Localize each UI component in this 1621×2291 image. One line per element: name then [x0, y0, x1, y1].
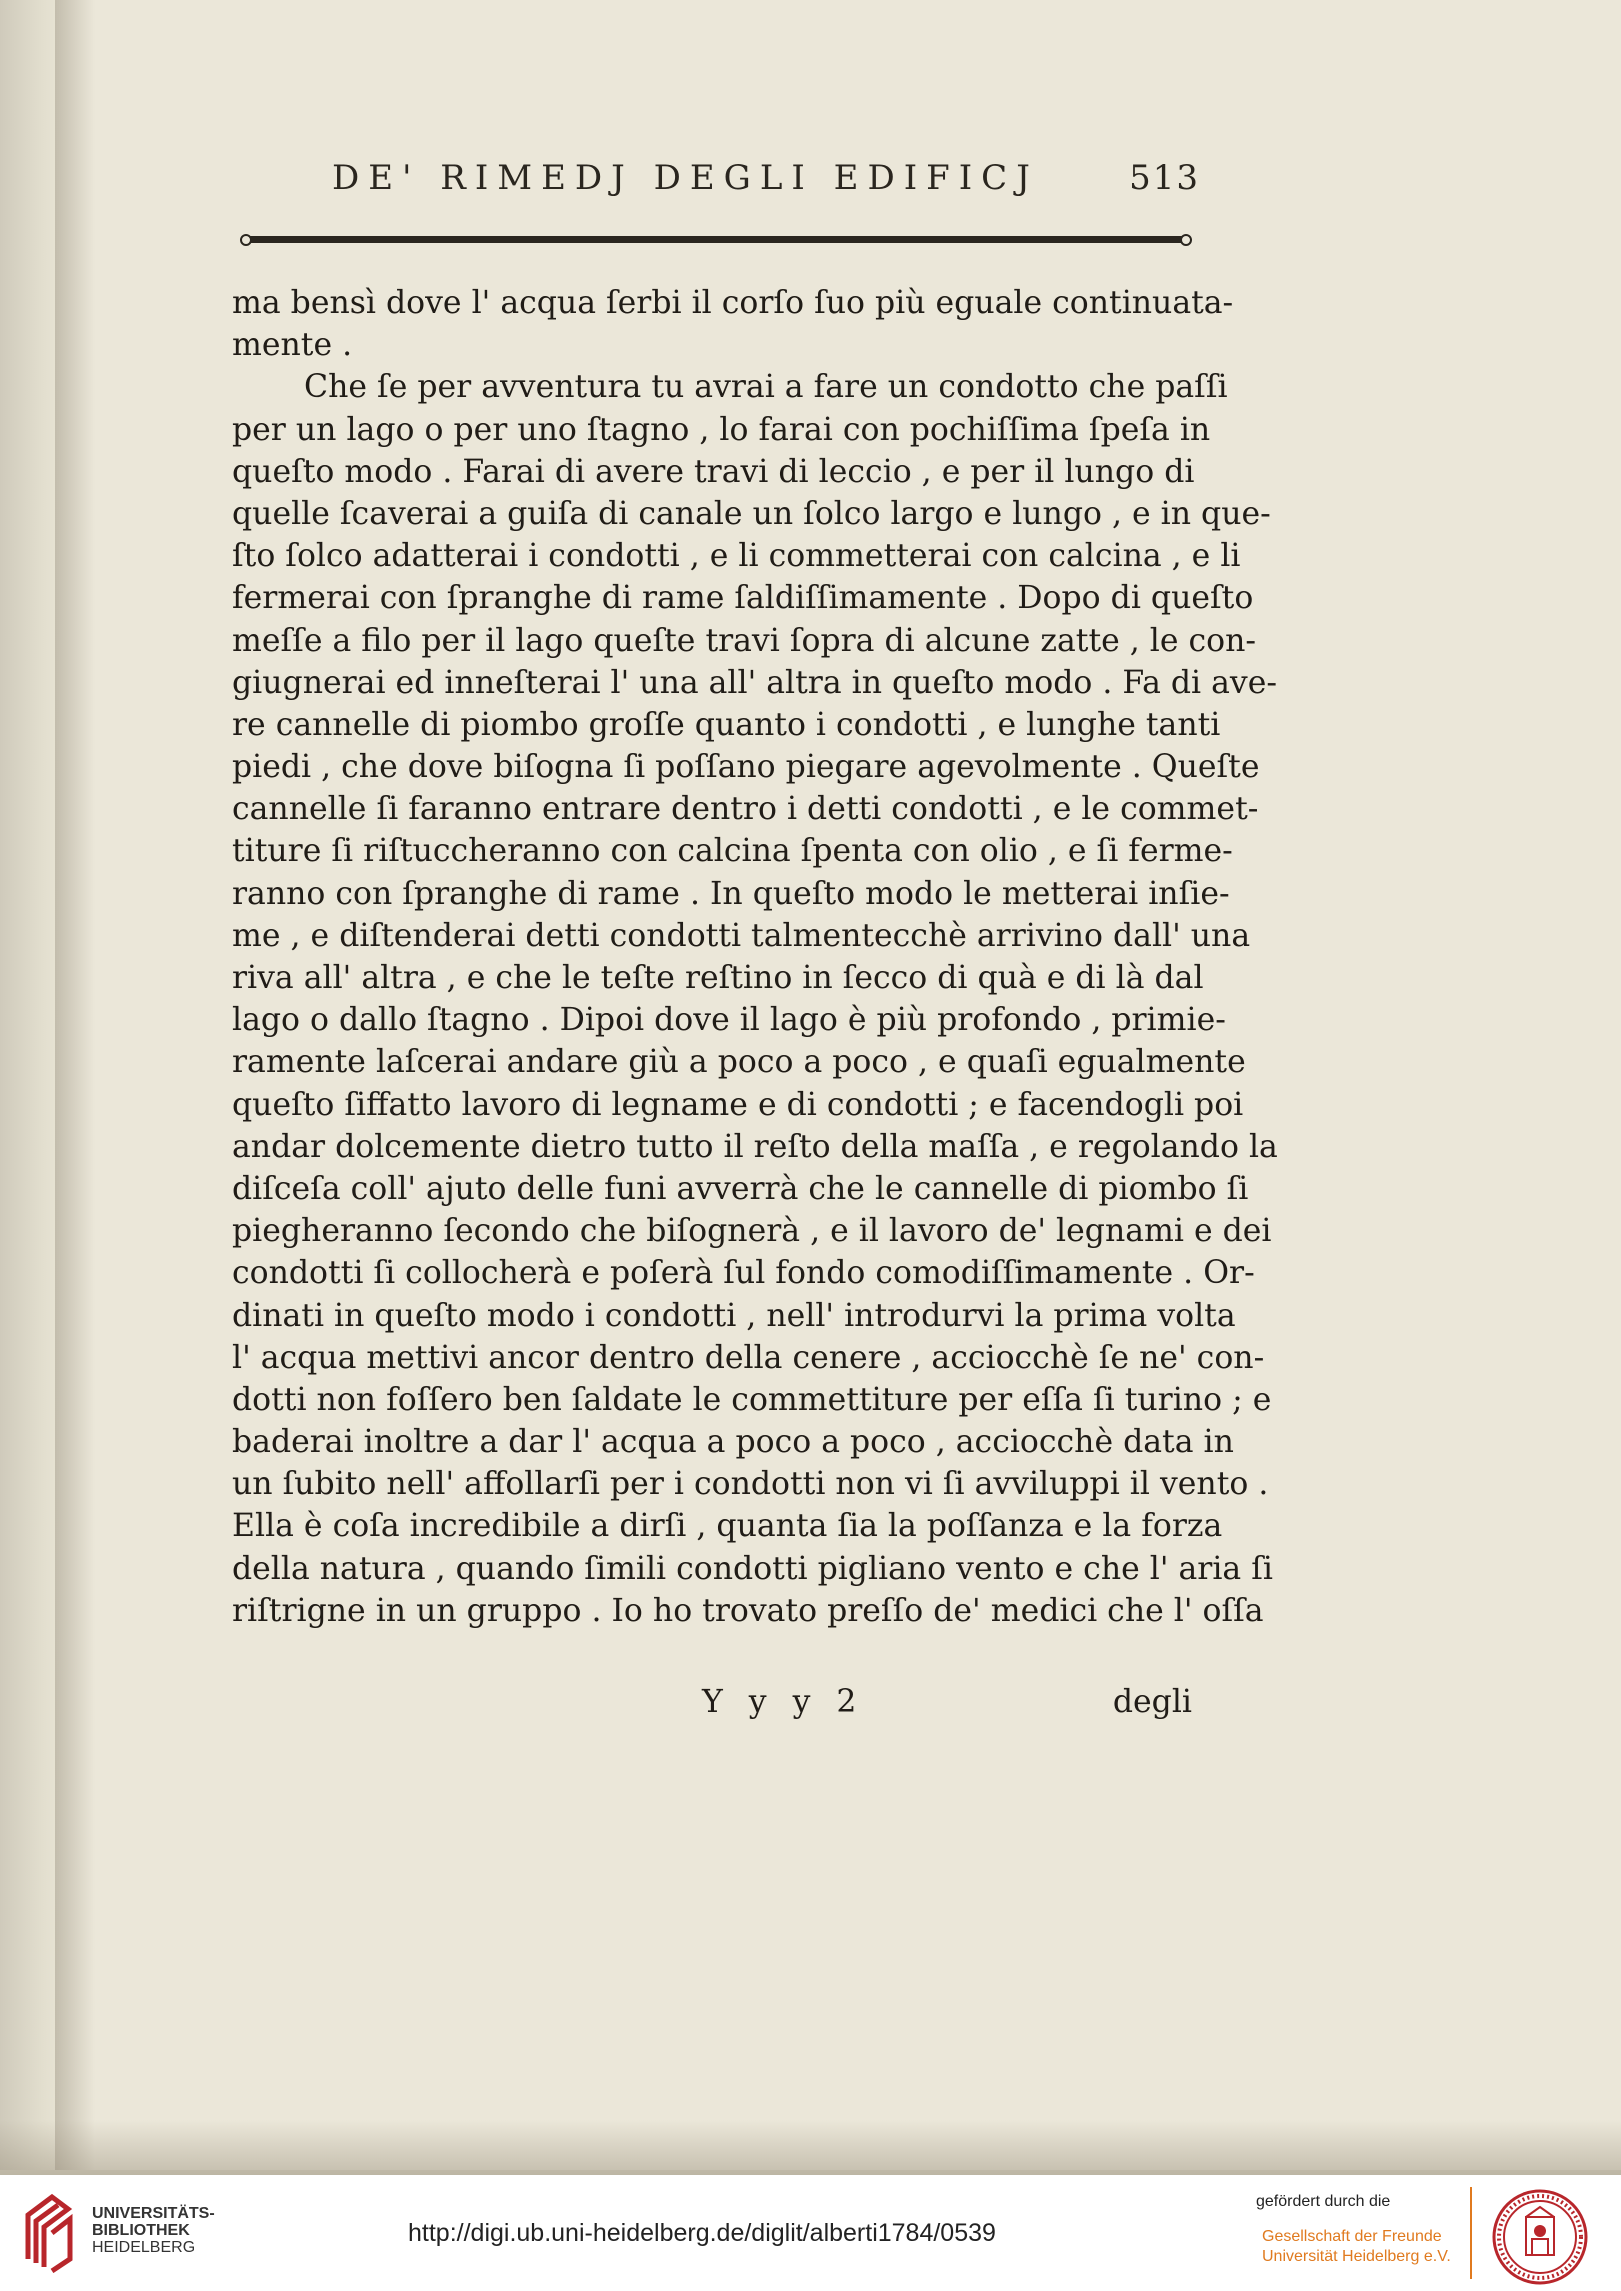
library-name-line: HEIDELBERG [92, 2239, 196, 2256]
text-line: lago o dallo ſtagno . Dipoi dove il lago è più profondo , primie- [232, 1002, 1226, 1039]
signature-mark: Y y y 2 [702, 1684, 865, 1720]
text-line: queſto ſiffatto lavoro di legname e di condotti ; e facendogli poi [232, 1086, 1244, 1123]
text-line: dinati in queſto modo i condotti , nell' introdurvi la prima volta [232, 1297, 1236, 1334]
page-number: 513 [1129, 158, 1200, 198]
spine-shadow [55, 0, 95, 2170]
text-line: titure ſi riſtuccheranno con calcina ſpenta con olio , e ſi ferme- [232, 833, 1233, 870]
text-line: meſſe a filo per il lago queſte travi ſopra di alcune zatte , le con- [232, 622, 1257, 659]
text-line: fermerai con ſpranghe di rame ſaldiſſimamente . Dopo di queſto [232, 580, 1254, 617]
text-line: baderai inoltre a dar l' acqua a poco a poco , acciocchè data in [232, 1424, 1234, 1461]
library-name-line: UNIVERSITÄTS- [92, 2205, 215, 2222]
text-line: queſto modo . Farai di avere travi di leccio , e per il lungo di [232, 453, 1195, 490]
text-line: piedi , che dove biſogna ſi poſſano piegare agevolmente . Queſte [232, 749, 1260, 786]
text-line: diſceſa coll' ajuto delle funi avverrà che le cannelle di piombo ſi [232, 1170, 1249, 1207]
catchword: degli [1112, 1684, 1192, 1720]
viewer-footer [0, 2175, 1621, 2291]
text-line: Che ſe per avventura tu avrai a fare un condotto che paſſi [304, 369, 1228, 406]
rule-bar [248, 236, 1184, 243]
text-line: riſtrigne in un gruppo . Io ho trovato preſſo de' medici che l' oſſa [232, 1592, 1264, 1629]
text-line: mente . [232, 327, 353, 364]
rule-end-right [1180, 234, 1192, 246]
page-foot [232, 1684, 1192, 1726]
text-line: della natura , quando ſimili condotti pigliano vento e che l' aria ſi [232, 1550, 1273, 1587]
text-line: piegheranno ſecondo che biſognerà , e il lavoro de' legnami e dei [232, 1213, 1272, 1250]
footer-divider [1470, 2187, 1472, 2279]
text-line: quelle ſcaverai a guiſa di canale un ſolco largo e lungo , e in que- [232, 495, 1271, 532]
sponsor-name[interactable] [1262, 2227, 1451, 2267]
text-line: un ſubito nell' affollarſi per i condotti non vi ſi avviluppi il vento . [232, 1466, 1269, 1503]
text-line: l' acqua mettivi ancor dentro della cenere , acciocchè ſe ne' con- [232, 1339, 1265, 1376]
text-line: re cannelle di piombo groſſe quanto i condotti , e lunghe tanti [232, 706, 1221, 743]
running-head-title: DE' RIMEDJ DEGLI EDIFICJ [332, 158, 1039, 198]
text-line: ranno con ſpranghe di rame . In queſto modo le metterai inſie- [232, 875, 1230, 912]
rule-end-left [240, 234, 252, 246]
text-line: riva all' altra , e che le teſte reſtino in ſecco di quà e di là dal [232, 960, 1204, 996]
page-bottom-shadow [0, 2120, 1621, 2175]
text-line: ſto ſolco adatterai i condotti , e li commetterai con calcina , e li [232, 538, 1241, 575]
text-line: me , e diſtenderai detti condotti talmentecchè arrivino dall' una [232, 917, 1251, 954]
running-head [332, 158, 1200, 208]
ornamental-rule [240, 233, 1192, 247]
text-line: per un lago o per uno ſtagno , lo farai con pochiſſima ſpeſa in [232, 411, 1211, 448]
body-text [232, 282, 1278, 1632]
text-line: giugnerai ed inneſterai l' una all' altra in queſto modo . Fa di ave- [232, 664, 1278, 701]
permalink-url[interactable]: http://digi.ub.uni-heidelberg.de/diglit/alberti1784/0539 [408, 2219, 996, 2247]
text-line: condotti ſi collocherà e poſerà ſul fondo comodiſſimamente . Or- [232, 1255, 1255, 1292]
sponsor-name-line: Gesellschaft der Freunde [1262, 2228, 1442, 2245]
text-line: ramente laſcerai andare giù a poco a poco , e quaſi egualmente [232, 1044, 1246, 1081]
sponsor-name-line: Universität Heidelberg e.V. [1262, 2248, 1451, 2265]
library-name-line: BIBLIOTHEK [92, 2222, 190, 2239]
university-seal-icon[interactable] [1490, 2187, 1590, 2287]
text-line: ma bensì dove l' acqua ſerbi il corſo ſuo più eguale continuata- [232, 285, 1234, 321]
ub-heidelberg-logo-icon[interactable] [18, 2189, 78, 2273]
sponsor-label: gefördert durch die [1256, 2193, 1391, 2210]
text-line: Ella è coſa incredibile a dirſi , quanta ſia la poſſanza e la forza [232, 1508, 1223, 1545]
library-name[interactable] [92, 2205, 215, 2256]
text-line: andar dolcemente dietro tutto il reſto della maſſa , e regolando la [232, 1128, 1278, 1165]
text-line: dotti non foſſero ben ſaldate le commettiture per eſſa ſi turino ; e [232, 1381, 1272, 1418]
text-line: cannelle ſi faranno entrare dentro i detti condotti , e le commet- [232, 791, 1259, 828]
